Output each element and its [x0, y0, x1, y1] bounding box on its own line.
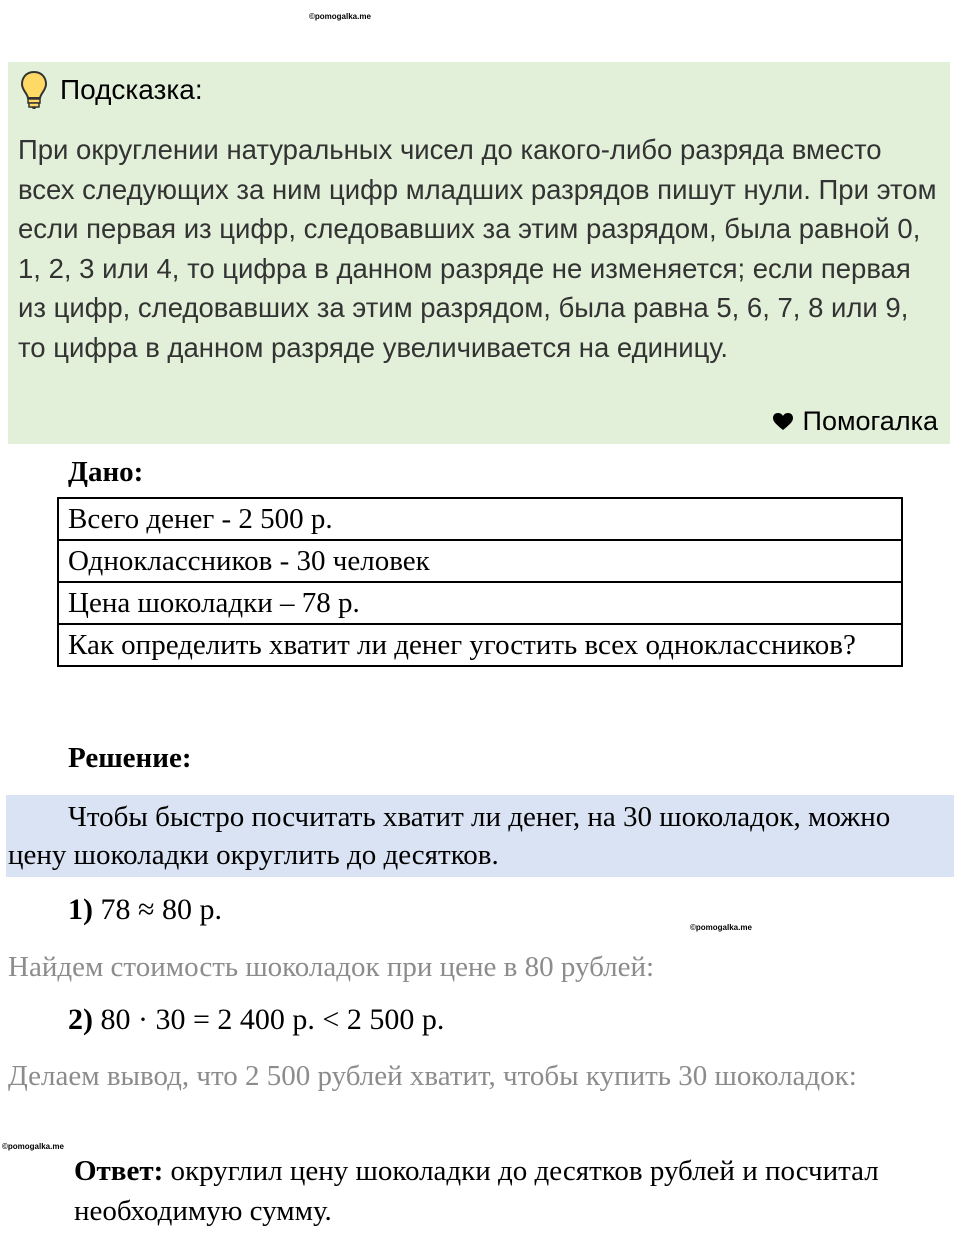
answer	[74, 1151, 894, 1231]
step-2-expression: 80 · 30 = 2 400 р. < 2 500 р.	[100, 1003, 445, 1036]
answer-text: округлил цену шоколадки до десятков рублей и посчитал необходимую сумму.	[74, 1155, 879, 1227]
given-table	[57, 497, 903, 667]
hint-title: Подсказка:	[60, 74, 203, 105]
given-cell: Цена шоколадки – 78 р.	[58, 582, 902, 624]
step-1-expression: 78 ≈ 80 р.	[100, 893, 222, 926]
note-2: Делаем вывод, что 2 500 рублей хватит, чтобы купить 30 шоколадок:	[8, 1060, 857, 1092]
table-row	[58, 498, 902, 540]
solution-title: Решение:	[68, 742, 192, 774]
step-1-number: 1)	[68, 893, 93, 926]
step-2	[68, 1003, 444, 1037]
solution-intro: Чтобы быстро посчитать хватит ли денег, на 30 шоколадок, можно цену шоколадки округлить до десятков.	[8, 801, 891, 871]
step-1	[68, 893, 222, 927]
given-cell: Как определить хватит ли денег угостить всех одноклассников?	[58, 624, 902, 666]
hint-box	[8, 62, 950, 444]
heart-icon	[773, 413, 793, 431]
table-row	[58, 582, 902, 624]
given-cell: Одноклассников - 30 человек	[58, 540, 902, 582]
hint-header	[20, 70, 203, 110]
note-1: Найдем стоимость шоколадок при цене в 80 рублей:	[8, 951, 655, 983]
given-title: Дано:	[68, 456, 144, 488]
watermark-left: ©pomogalka.me	[2, 1142, 64, 1151]
given-cell: Всего денег - 2 500 р.	[58, 498, 902, 540]
watermark-middle: ©pomogalka.me	[690, 923, 752, 932]
brand-label: Помогалка	[802, 406, 938, 436]
step-2-number: 2)	[68, 1003, 93, 1036]
solution-intro-box	[6, 795, 954, 877]
brand-signature	[773, 406, 938, 437]
watermark-top: ©pomogalka.me	[309, 12, 371, 21]
hint-text: При округлении натуральных чисел до какого-либо разряда вместо всех следующих за ним цифр младших разрядов пишут нули. При этом если первая из цифр, следовавших за этим разрядом, была равной 0, 1, 2, 3 или 4, то цифра в данном разряде не изменяется; если первая из цифр, следовавших за этим разрядом, была равна 5, 6, 7, 8 или 9, то цифра в данном разряде увеличивается на единицу.	[18, 134, 937, 363]
table-row	[58, 624, 902, 666]
table-row	[58, 540, 902, 582]
lightbulb-icon	[20, 70, 48, 110]
answer-label: Ответ:	[74, 1155, 164, 1187]
